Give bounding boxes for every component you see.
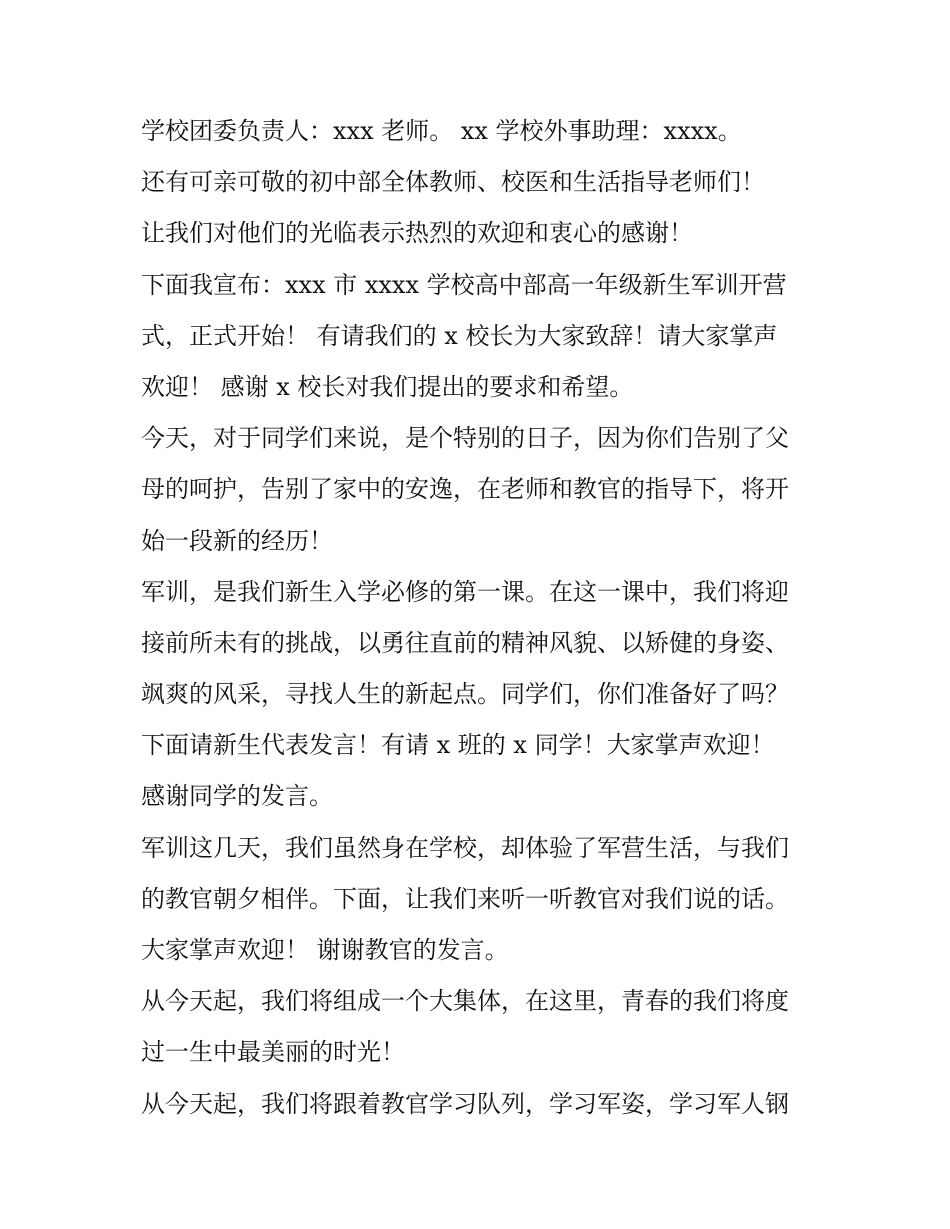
text-line: 军训这几天，我们虽然身在学校，却体验了军营生活，与我们 — [141, 833, 789, 862]
text-line: 接前所未有的挑战，以勇往直前的精神风貌、以矫健的身姿、 — [141, 628, 789, 657]
text-line: 过一生中最美丽的时光！ — [141, 1038, 405, 1067]
text-line: 今天，对于同学们来说，是个特别的日子，因为你们告别了父 — [141, 424, 789, 453]
text-line: 下面我宣布：xxx 市 xxxx 学校高中部高一年级新生军训开营 — [141, 270, 787, 299]
text-line: 始一段新的经历！ — [141, 526, 333, 555]
text-line: 飒爽的风采，寻找人生的新起点。同学们，你们准备好了吗？ — [141, 680, 789, 709]
text-line: 大家掌声欢迎！ 谢谢教官的发言。 — [141, 936, 509, 964]
document-body — [141, 106, 821, 1130]
text-line: 感谢同学的发言。 — [141, 782, 333, 811]
text-line: 还有可亲可敬的初中部全体教师、校医和生活指导老师们！ — [141, 168, 765, 197]
text-line: 从今天起，我们将跟着教官学习队列，学习军姿，学习军人钢 — [141, 1089, 789, 1118]
text-line: 下面请新生代表发言！有请 x 班的 x 同学！大家掌声欢迎！ — [141, 731, 775, 760]
text-line: 式，正式开始！ 有请我们的 x 校长为大家致辞！请大家掌声 — [141, 321, 778, 350]
text-line: 学校团委负责人：xxx 老师。 xx 学校外事助理：xxxx。 — [141, 117, 742, 145]
text-line: 让我们对他们的光临表示热烈的欢迎和衷心的感谢！ — [141, 219, 693, 248]
text-line: 欢迎！ 感谢 x 校长对我们提出的要求和希望。 — [141, 372, 634, 401]
text-line: 军训，是我们新生入学必修的第一课。在这一课中，我们将迎 — [141, 577, 789, 606]
text-line: 母的呵护，告别了家中的安逸，在老师和教官的指导下，将开 — [141, 475, 789, 504]
text-line: 的教官朝夕相伴。下面，让我们来听一听教官对我们说的话。 — [141, 884, 789, 913]
text-line: 从今天起，我们将组成一个大集体，在这里，青春的我们将度 — [141, 987, 789, 1016]
